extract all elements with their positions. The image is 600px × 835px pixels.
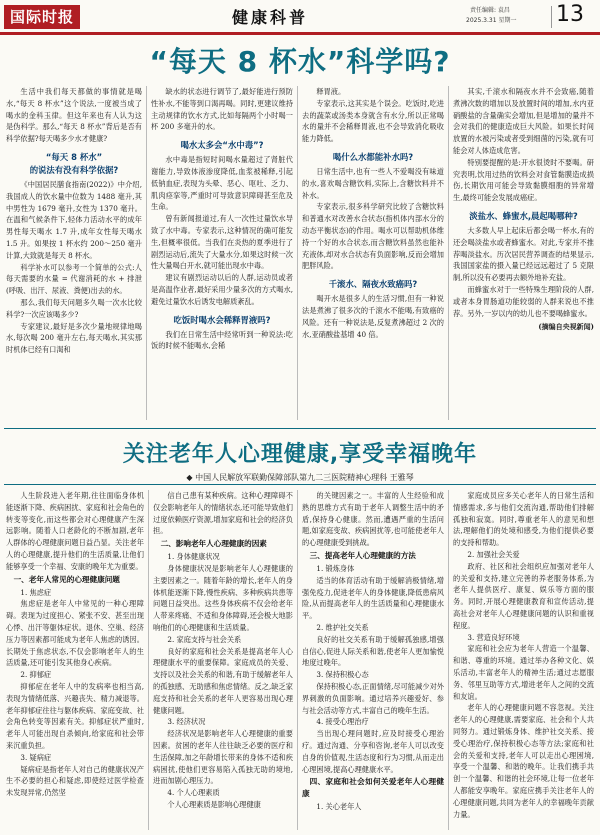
article1-column-1: [6, 86, 142, 422]
masthead: [0, 0, 600, 34]
paragraph: 抑郁症在老年人中的发病率也相当高,表现为情绪低落、兴趣丧失、精力减退等。老年抑郁症往往与躯体疾病、家庭变故、社会角色转变等因素有关。抑郁症状严重时,老年人可能出现自杀倾向,给家庭和社会带来沉重负担。: [6, 681, 144, 750]
subheading: 淡盐水、蜂蜜水,晨起喝哪种?: [469, 210, 578, 221]
paragraph: 适当的体育活动有助于缓解消极情绪,增强免疫力,促进老年人的身体健康,降低患病风险,从而提高老年人的生活质量和心理健康水平。: [302, 575, 444, 621]
issue-date: 2025.3.31 星期一: [466, 17, 517, 24]
sub-subheading: 1. 焦虑症: [20, 587, 52, 597]
paragraph: 专家表示,很多科学研究比较了含糖饮料和普通水对改善水合状态(指机体内部水分的动态平衡状态)的作用。喝水可以帮助机体维持一个好的水合状态,而含糖饮料虽然也能补充液体,却对水合状态有负面影响,反而会增加肥胖风险。: [302, 202, 444, 271]
paragraph: 生活中我们每天都做的事情就是喝水,“每天 8 杯水”这个说法,一度被当成了喝水的金科玉律。但这年来也有人认为这是伪科学。那么,“每天 8 杯水”背后是否有科学依据?每天喝多少水才健康?: [6, 87, 142, 144]
subheading: “每天 8 杯水”: [45, 151, 103, 162]
column-divider: [297, 490, 298, 830]
paragraph: 那么,我们每天问题多久喝一次水比较科学?一次应该喝多少?: [6, 297, 142, 319]
paragraph: 《中国居民膳食指南(2022)》中介绍,我国成人的饮水量中位数为 1488 毫升,其中男性为 1679 毫升,女性为 1370 毫升。在温和气候条件下,轻体力活动水平的成年男性每天喝水 1.7 升,成年女性每天喝水 1.5 升。如果按 1 杯水约 200～250 毫升计算,大致就是每天 8 杯水。: [6, 179, 142, 260]
article1-column-2: [151, 86, 293, 422]
paragraph: 科学补水可以参考一个简单的公式:人每天需要的水量 = 代谢消耗的水 + 排泄(呼吸、出汗、尿液、粪便)出去的水。: [6, 262, 142, 296]
subheading: 千滚水、隔夜水致癌吗?: [328, 279, 418, 290]
article-divider: [4, 428, 596, 429]
paragraph: 缺水的状态进行调节了,最好能进行预防性补水,不能等到口渴再喝。同时,更建议维持主动规律的饮水方式,比如每隔两个小时喝一杯 200 多毫升的水。: [151, 87, 293, 132]
byline-rule: [4, 484, 596, 485]
paragraph: 其实,千滚水和隔夜水并不会致癌,随着煮沸次数的增加以及放置时间的增加,水内亚硝酸盐的含量确实会增加,但是增加的量并不会对我们的健康造成巨大风险。如果长时间放置的水被污染或者受到细菌的污染,就有可能会对人体造成危害。: [453, 87, 594, 155]
paragraph: 老年人的心理健康问题不容忽视。关注老年人的心理健康,需要家庭、社会和个人共同努力。通过锻炼身体、维护社交关系、接受心理治疗,保持积极心态等方法;家庭和社会的关爱和支持,老年人可以走出心理困境,享受一个温馨、和谐的晚年。让我们携手共创一个温馨、和谐的社会环境,让每一位老年人都能安享晚年。家庭应携手关注老年人的心理健康问题,共同为老年人的幸福晚年贡献力量。: [453, 703, 594, 819]
paragraph: 的关键因素之一。丰富的人生经验和成熟的思维方式有助于老年人调整生活中的矛盾,保持身心健康。然而,遭遇严重的生活问题,如家庭变故、疾病困扰等,也可能使老年人的心理健康受到挑战。: [302, 491, 444, 548]
paragraph: 当出现心理问题时,应及时接受心理治疗。通过沟通、分享和咨询,老年人可以改变自身的价值观,生活态度和行为习惯,从而走出心理困境,提高心理健康水平。: [302, 729, 444, 774]
paragraph: 曾有新闻报道过,有人一次性过量饮水导致了水中毒。专家表示,这种情况的确可能发生,但概率很低。当我们在炎热的夏季进行了剧烈运动后,流失了大量水分,如果这时候一次性大量喝白开水,就可能出现水中毒。: [151, 214, 293, 271]
paragraph: 良好的社交关系有助于缓解孤独感,增强自信心,促进人际关系和谐,使老年人更加愉悦地度过晚年。: [302, 634, 444, 668]
paragraph: 人生阶段进入老年期,往往面临身体机能逐渐下降、疾病困扰、家庭和社会角色的转变等变化,而这些都会对心理健康产生深远影响。随着人口老龄化的不断加剧,老年人群体的心理健康问题日益凸显。关注老年人的心理健康,提升他们的生活质量,让他们能够享受一个幸福、安康的晚年尤为重要。: [6, 491, 144, 571]
sub-subheading: 4. 个人心理素质: [167, 788, 220, 798]
sub-subheading: 2. 加强社会关爱: [467, 549, 520, 559]
subheading: 的说法有没有科学依据?: [29, 164, 119, 175]
article1-column-3: [302, 86, 444, 422]
sub-subheading: 3. 疑病症: [20, 752, 52, 762]
sub-subheading: 1. 关心老年人: [316, 802, 362, 812]
paragraph: 焦虑症是老年人中常见的一种心理障碍。表现为过度担心、紧张不安、甚至出现心悸、出汗等躯体症状。退休、空巢、经济压力等因素都可能成为老年人焦虑的诱因。长期处于焦虑状态,不仅会影响老年人的生活质量,还可能引发其他身心疾病。: [6, 599, 144, 668]
subheading: 喝水太多会“水中毒”?: [180, 140, 264, 151]
article2-column-4: [453, 490, 594, 833]
paragraph: 大多数人早上起床后都会喝一杯水,有的还会喝淡盐水或者蜂蜜水。对此,专家并不推荐喝淡盐水。历次居民营养调查的结果显示,我国国家盐的摄入量已经远远超过了 5 克限制,所以没有必要再去额外地补充盐。: [453, 225, 594, 283]
sub-subheading: 3. 营造良好环境: [467, 632, 520, 642]
subheading: 二、影响老年人心理健康的因素: [160, 539, 267, 549]
sub-subheading: 3. 保持积极心态: [316, 670, 369, 680]
newspaper-logo: 国际时报: [4, 5, 80, 29]
paragraph: 政府、社区和社会组织应加强对老年人的关爱和支持,建立完善的养老服务体系,为老年人提供医疗、康复、娱乐等方面的服务。同时,开展心理健康教育和宣传活动,提高社会对老年人心理健康问题的认识和重视程度。: [453, 561, 594, 630]
article2-headline: 关注老年人心理健康,享受幸福晚年: [122, 442, 478, 467]
subheading: 吃饭时喝水会稀释胃液吗?: [173, 314, 271, 325]
paragraph: 日常生活中,也有一些人不爱喝没有味道的水,喜欢喝含糖饮料,实际上,含糖饮料并不补水。: [302, 166, 444, 200]
editor-credit: 责任编辑: 袁昌: [470, 7, 510, 14]
column-divider: [148, 490, 149, 830]
article2-byline: ◆ 中国人民解放军联勤保障部队第九二三医院精神心理科 王雅琴: [186, 473, 414, 482]
paragraph: 释胃液。: [316, 87, 346, 96]
masthead-rule: [0, 34, 600, 35]
paragraph: 经济状况是影响老年人心理健康的重要因素。贫困的老年人往往缺乏必要的医疗和生活保障,加之年龄增长带来的身体不适和疾病困扰,使他们更容易陷入孤独无助的境地,进而加剧心理压力。: [153, 729, 293, 786]
paragraph: 建议有剧烈运动以后的人群,运动员或者是高温作业者,最好采用少量多次的方式喝水,避免过量饮水后诱发电解质紊乱。: [151, 273, 293, 306]
sub-subheading: 1. 身体健康状况: [167, 552, 220, 562]
column-divider: [448, 86, 449, 420]
article1-headline: “每天 8 杯水”科学吗?: [149, 45, 451, 78]
section-title: 健康科普: [232, 8, 309, 27]
paragraph: 身体健康状况是影响老年人心理健康的主要因素之一。随着年龄的增长,老年人的身体机能逐渐下降,慢性疾病、多种疾病共患等问题日益突出。这些身体疾病不仅会给老年人带来疼痛、不适和身体障碍,还会极大地影响他们的心理健康和生活质量。: [153, 563, 293, 632]
article2-column-2: [153, 490, 293, 833]
paragraph: 而蜂蜜水对于一些特殊生理阶段的人群,或者本身胃肠道功能较弱的人群来说也不推荐。另外,一岁以内的幼儿也不要喝蜂蜜水。: [453, 284, 594, 318]
paragraph: 特别要提醒的是:开水很烫时不要喝。研究表明,饮用过热的饮料会对食管黏膜造成损伤,长期饮用可能会导致黏膜细胞的异常增生,最终可能会发展成癌症。: [453, 157, 594, 203]
subheading: 三、提高老年人心理健康的方法: [309, 550, 416, 560]
sub-subheading: 2. 抑郁症: [20, 670, 52, 680]
paragraph: 家庭成员应多关心老年人的日常生活和情感需求,多与他们交流沟通,帮助他们排解孤独和寂寞。同时,尊重老年人的意见和想法,理解他们的处境和感受,为他们提供必要的支持和帮助。: [453, 491, 594, 548]
paragraph: 水中毒是指短时间喝水量超过了肾脏代谢能力,导致体液渗度降低,血浆被稀释,引起低钠血症,表现为头晕、恶心、呕吐、乏力、肌肉痉挛等,严重时可导致意识障碍甚至危及生命。: [151, 155, 293, 212]
column-divider: [297, 86, 298, 420]
source-credit: (摘编自央视新闻): [538, 322, 594, 332]
article2-column-3: [302, 490, 444, 833]
sub-subheading: 3. 经济状况: [167, 717, 206, 727]
paragraph: 疑病症是指老年人对自己的健康状况产生不必要的担心和疑虑,即使经过医学检查未发现异常,仍然坚: [6, 764, 144, 798]
paragraph: 信自己患有某种疾病。这种心理障碍不仅会影响老年人的情绪状态,还可能导致他们过度依赖医疗资源,增加家庭和社会的经济负担。: [153, 491, 293, 536]
subheading: 一、老年人常见的心理健康问题: [13, 574, 120, 584]
paragraph: 喝开水是很多人的生活习惯,但有一种说法是煮沸了很多次的千滚水不能喝,有致癌的风险。还有一种说法是,反复煮沸超过 2 次的水,亚硝酸盐基增 40 倍。: [302, 294, 444, 339]
column-divider: [146, 86, 147, 420]
page-number: 13: [556, 2, 596, 27]
sub-subheading: 1. 锻炼身体: [316, 563, 355, 573]
paragraph: 我们在日常生活中经常听到一种说法:吃饭的时候不能喝水,会稀: [151, 329, 293, 351]
paragraph: 个人心理素质是影响心理健康: [167, 799, 261, 809]
paragraph: 保持积极心态,正面情绪,尽可能减少对外界刺激的负面影响。通过培养兴趣爱好、参与社会活动等方式,丰富自己的晚年生活。: [302, 681, 444, 715]
sub-subheading: 4. 接受心理治疗: [316, 717, 369, 727]
subheading: 喝什么水都能补水吗?: [332, 151, 414, 162]
paragraph: 专家表示,这其实是个误会。吃饭时,吃进去的蔬菜或汤类本身就含有水分,所以正常喝水的量并不会稀释胃液,也不会导致消化吸收能力降低。: [302, 98, 444, 144]
subheading: 四、家庭和社会如何关爱老年人心理健康: [302, 777, 444, 799]
paragraph: 家庭和社会应为老年人营造一个温馨、和谐、尊重的环境。通过举办各种文化、娱乐活动,丰富老年人的精神生活;通过志愿服务、邻里互助等方式,增进老年人之间的交流和友谊。: [453, 644, 594, 701]
article1-column-4: [453, 86, 594, 422]
sub-subheading: 2. 家庭支持与社会关系: [167, 634, 242, 644]
paragraph: 良好的家庭和社会关系是提高老年人心理健康水平的重要保障。家庭成员的关爱、支持以及社会关系的和谐,有助于缓解老年人的孤独感、无助感和焦虑情绪。反之,缺乏家庭支持和社会关系的老年人更容易出现心理健康问题。: [153, 646, 293, 715]
column-divider: [448, 490, 449, 830]
paragraph: 专家建议,最好是多次少量地规律地喝水,每次喝 200 毫升左右,每天喝水,其实那时机体已经有口渴和: [6, 321, 142, 355]
sub-subheading: 2. 维护社交关系: [316, 622, 369, 632]
article2-column-1: [6, 490, 144, 833]
